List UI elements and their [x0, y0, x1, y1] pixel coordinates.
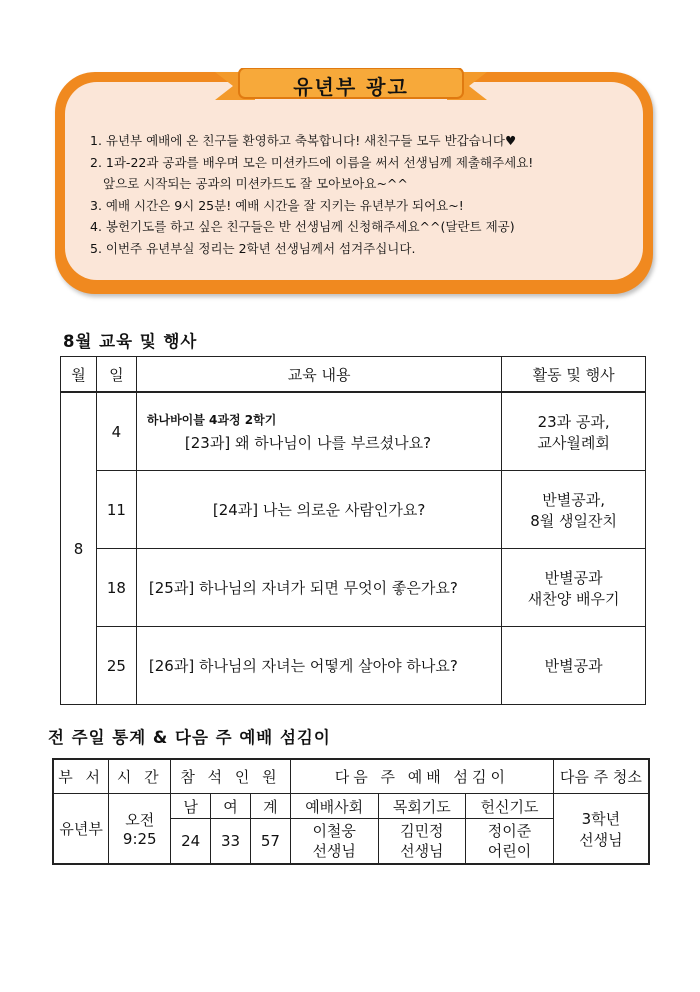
notice-list	[90, 130, 630, 259]
stats-header-row	[53, 759, 649, 794]
notice-title: 유년부 광고	[293, 74, 409, 99]
notice-item: 4. 봉헌기도를 하고 싶은 친구들은 반 선생님께 신청해주세요^^(달란트 제공)	[90, 219, 515, 234]
header-day: 일	[96, 357, 136, 393]
role-leader: 예배사회	[290, 794, 378, 819]
stats-label-row	[53, 794, 649, 819]
time-line: 9:25	[122, 830, 157, 848]
notice-item: 1. 유년부 예배에 온 친구들 환영하고 축복합니다! 새친구들 모두 반갑습니다♥	[90, 133, 517, 148]
schedule-table	[60, 356, 646, 705]
att-label-female: 여	[211, 794, 251, 819]
cleaning-line: 3학년	[581, 809, 621, 828]
day-cell: 18	[96, 549, 136, 627]
server-name: 김민정	[400, 822, 444, 840]
server-title: 어린이	[487, 842, 532, 860]
server-title: 선생님	[312, 842, 356, 860]
header-content: 교육 내용	[136, 357, 501, 393]
cleaning-cell	[553, 794, 649, 865]
server-cell	[290, 819, 378, 865]
month-cell: 8	[61, 392, 97, 705]
att-label-total: 계	[250, 794, 290, 819]
att-value-male: 24	[171, 819, 211, 865]
server-name: 이철웅	[312, 822, 356, 840]
activity-line: 교사월례회	[537, 433, 610, 452]
notice-item: 3. 예배 시간은 9시 25분! 예배 시간을 잘 지키는 유년부가 되어요~!	[90, 197, 464, 213]
header-month: 월	[61, 357, 97, 393]
att-value-female: 33	[211, 819, 251, 865]
lesson-title: [26과] 하나님의 자녀는 어떻게 살아야 하나요?	[148, 657, 458, 675]
content-cell	[136, 549, 501, 627]
role-offering-prayer: 헌신기도	[466, 794, 554, 819]
activity-line: 새찬양 배우기	[527, 589, 620, 608]
schedule-title: 8월 교육 및 행사	[63, 332, 198, 351]
day-cell: 4	[96, 392, 136, 471]
lesson-title: [25과] 하나님의 자녀가 되면 무엇이 좋은가요?	[148, 579, 458, 597]
header-activity: 활동 및 행사	[502, 357, 646, 393]
table-row	[61, 392, 646, 471]
server-cell	[378, 819, 466, 865]
table-row	[61, 471, 646, 549]
cleaning-line: 선생님	[579, 830, 623, 849]
server-title: 선생님	[400, 842, 444, 860]
lesson-title: [24과] 나는 의로운 사람인가요?	[212, 501, 426, 519]
header-servers: 다음 주 예배 섬김이	[290, 759, 553, 794]
time-cell	[109, 794, 171, 865]
curriculum-label: 하나바이블 4과정 2학기	[146, 412, 277, 427]
notice-item: 5. 이번주 유년부실 정리는 2학년 선생님께서 섬겨주십니다.	[90, 240, 416, 256]
table-row	[61, 549, 646, 627]
activity-line: 반별공과	[544, 657, 603, 675]
content-cell	[136, 392, 501, 471]
table-row	[61, 627, 646, 705]
stats-title: 전 주일 통계 & 다음 주 예배 섬김이	[48, 728, 331, 747]
header-cleaning: 다음 주 청소	[553, 759, 649, 794]
header-time: 시 간	[109, 759, 171, 794]
stats-table	[52, 758, 650, 865]
activity-line: 반별공과	[544, 568, 603, 587]
header-attendance: 참 석 인 원	[171, 759, 291, 794]
content-cell	[136, 627, 501, 705]
dept-cell: 유년부	[53, 794, 109, 865]
notice-item: 2. 1과-22과 공과를 배우며 모은 미션카드에 이름을 써서 선생님께 제출해주세요!	[90, 154, 534, 170]
day-cell: 11	[96, 471, 136, 549]
activity-cell	[502, 549, 646, 627]
activity-cell	[502, 392, 646, 471]
table-header-row	[61, 357, 646, 393]
activity-cell	[502, 627, 646, 705]
server-name: 정이준	[487, 822, 532, 840]
role-pastoral-prayer: 목회기도	[378, 794, 466, 819]
lesson-title: [23과] 왜 하나님이 나를 부르셨나요?	[184, 433, 432, 452]
activity-line: 반별공과,	[542, 490, 605, 509]
att-value-total: 57	[250, 819, 290, 865]
header-dept: 부 서	[53, 759, 109, 794]
activity-line: 23과 공과,	[537, 412, 610, 431]
time-line: 오전	[125, 811, 155, 829]
activity-cell	[502, 471, 646, 549]
content-cell	[136, 471, 501, 549]
activity-line: 8월 생일잔치	[530, 511, 618, 530]
server-cell	[466, 819, 554, 865]
notice-item: 앞으로 시작되는 공과의 미션카드도 잘 모아보아요~^^	[103, 176, 408, 191]
att-label-male: 남	[171, 794, 211, 819]
day-cell: 25	[96, 627, 136, 705]
